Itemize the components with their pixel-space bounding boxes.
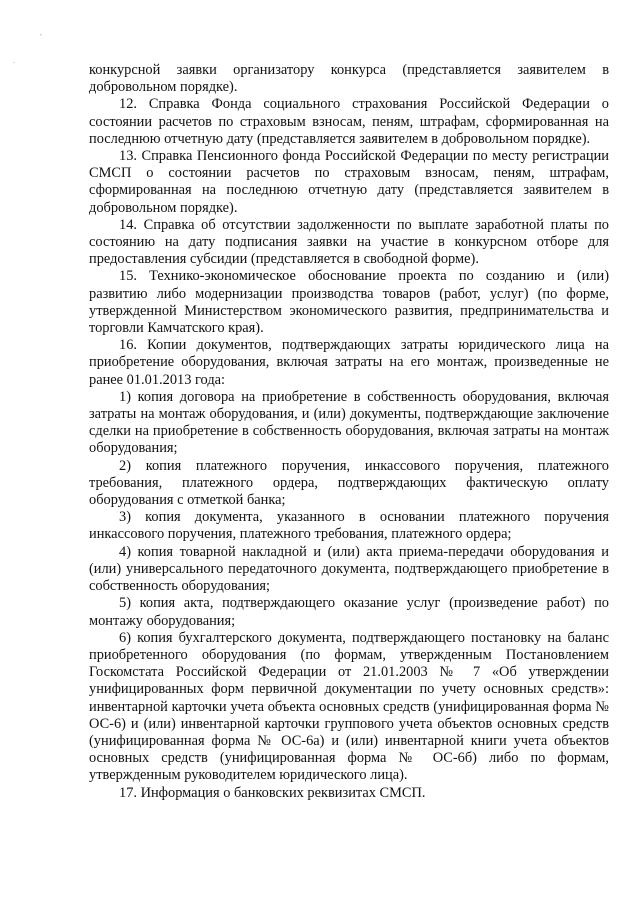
document-body bbox=[89, 62, 609, 802]
scan-mark-dot: . bbox=[13, 58, 15, 65]
paragraph-17: 17. Информация о банковских реквизитах СМСП. bbox=[119, 784, 426, 801]
paragraph-16: 16. Копии документов, подтверждающих затраты юридического лица на приобретение оборудования, включая затраты на его монтаж, произведенные не ранее 01.01.2013 года: bbox=[89, 337, 609, 388]
scan-mark-comma: , bbox=[40, 30, 42, 37]
paragraph-13: 13. Справка Пенсионного фонда Российской Федерации по месту регистрации СМСП о состоянии расчетов по страховым взносам, пеням, штрафам, сформированная на последнюю отчетную дату (представляется заявителем в добровольном порядке). bbox=[89, 148, 609, 216]
item-16-6: 6) копия бухгалтерского документа, подтверждающего постановку на баланс приобретенного оборудования (по формам, утвержденным Постановлением Госкомстата Российской Федерации от 21.01.2003 № 7 «Об утверждении унифицированных форм первичной документации по учету основных средств»: инвентарной карточки учета объекта основных средств (унифицированная форма № ОС-6) и (или) инвентарной карточки группового учета объектов основных средств (унифицированная форма № ОС-6а) и (или) инвентарной книги учета объектов основных средств (унифицированная форма № ОС-6б) либо по формам, утвержденным руководителем юридического лица). bbox=[89, 629, 609, 784]
item-16-3: 3) копия документа, указанного в основании платежного поручения инкассового поручения, платежного требования, платежного ордера; bbox=[89, 509, 609, 543]
item-16-5: 5) копия акта, подтверждающего оказание услуг (произведение работ) по монтажу оборудования; bbox=[89, 595, 609, 629]
item-16-2: 2) копия платежного поручения, инкассового поручения, платежного требования, платежного ордера, подтверждающих фактическую оплату оборудования с отметкой банка; bbox=[89, 457, 609, 509]
paragraph-12: 12. Справка Фонда социального страхования Российской Федерации о состоянии расчетов по страховым взносам, пеням, штрафам, сформированная на последнюю отчетную дату (представляется заявителем в добровольном порядке). bbox=[89, 96, 609, 147]
item-16-4: 4) копия товарной накладной и (или) акта приема-передачи оборудования и (или) универсального передаточного документа, подтверждающего приобретение в собственность оборудования; bbox=[89, 543, 609, 595]
paragraph-15: 15. Технико-экономическое обоснование проекта по созданию и (или) развитию либо модернизации производства товаров (работ, услуг) (по форме, утвержденной Министерством экономического развития, предпринимательства и торговли Камчатского края). bbox=[89, 268, 609, 337]
paragraph-11-continuation: конкурсной заявки организатору конкурса (представляется заявителем в добровольном порядке). bbox=[89, 62, 609, 96]
paragraph-14: 14. Справка об отсутствии задолженности по выплате заработной платы по состоянию на дату подписания заявки на участие в конкурсном отборе для предоставления субсидии (представляется в свободной форме). bbox=[89, 216, 609, 268]
item-16-1: 1) копия договора на приобретение в собственность оборудования, включая затраты на монтаж оборудования, и (или) документы, подтверждающие заключение сделки на приобретение в собственность оборудования, включая затраты на монтаж оборудования; bbox=[89, 388, 609, 457]
